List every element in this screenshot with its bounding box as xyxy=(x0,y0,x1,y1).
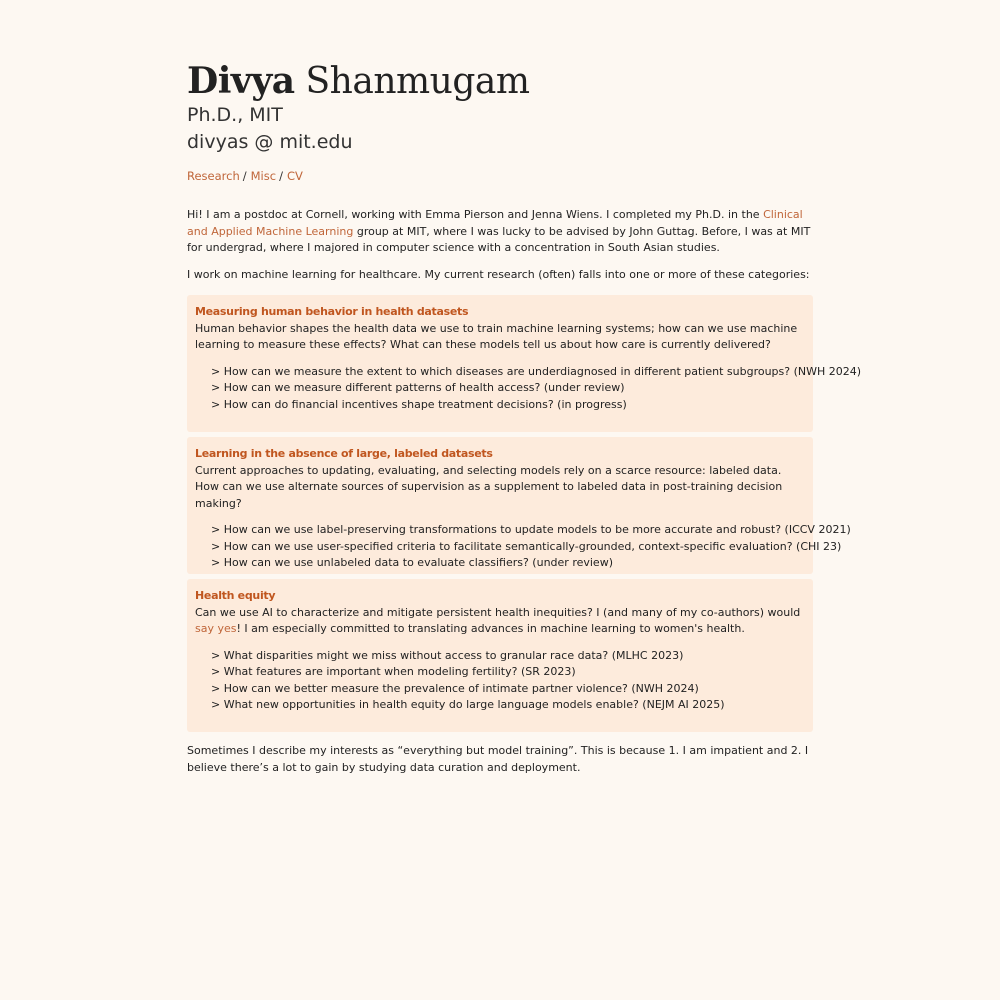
degree: Ph.D., MIT xyxy=(187,104,283,126)
intro-paragraph xyxy=(187,207,813,257)
nav-breadcrumb xyxy=(187,169,303,183)
research-intro: I work on machine learning for healthcare. My current research (often) falls into one or more of these categories: xyxy=(187,268,810,281)
clinical-ml-group-link[interactable]: Clinical and Applied Machine Learning xyxy=(187,208,803,238)
question-item: > How can we measure the extent to which diseases are underdiagnosed in different patient subgroups? (NWH 2024) xyxy=(211,364,862,378)
description-text: ! I am especially committed to translating advances in machine learning to women's health. xyxy=(236,622,745,635)
question-list xyxy=(211,648,805,714)
closing-paragraph: Sometimes I describe my interests as “everything but model training”. This is because 1. I am impatient and 2. I believe there’s a lot to gain by studying data curation and deployment. xyxy=(187,744,809,774)
nav-misc-link[interactable]: Misc xyxy=(250,169,277,183)
category-description: Human behavior shapes the health data we use to train machine learning systems; how can we use machine learning to measure these effects? What can these models tell us about how care is currently delivered? xyxy=(195,321,798,351)
category-title: Health equity xyxy=(195,589,276,602)
question-item: > How can we use user-specified criteria to facilitate semantically-grounded, context-specific evaluation? (CHI 23) xyxy=(211,539,842,553)
last-name: Shanmugam xyxy=(305,61,530,102)
question-list xyxy=(211,522,851,572)
question-item: > How can we better measure the prevalence of intimate partner violence? (NWH 2024) xyxy=(211,681,699,695)
nav-research-link[interactable]: Research xyxy=(187,169,240,183)
page-title xyxy=(187,60,529,102)
category-description xyxy=(195,605,805,638)
email: divyas @ mit.edu xyxy=(187,131,353,153)
category-description: Current approaches to updating, evaluating, and selecting models rely on a scarce resource: labeled data. How can we use alternate sources of supervision as a supplement to labeled data in post-training decision making? xyxy=(195,463,783,510)
question-list xyxy=(211,364,862,414)
nav-separator: / xyxy=(279,169,283,183)
category-card xyxy=(187,579,813,732)
question-item: > What new opportunities in health equity do large language models enable? (NEJM AI 2025) xyxy=(211,698,725,711)
category-title: Learning in the absence of large, labeled datasets xyxy=(195,447,493,460)
question-item: > How can do financial incentives shape treatment decisions? (in progress) xyxy=(211,397,627,411)
question-item: > How can we measure different patterns of health access? (under review) xyxy=(211,381,625,394)
category-title: Measuring human behavior in health datasets xyxy=(195,305,469,318)
question-item: > What disparities might we miss without access to granular race data? (MLHC 2023) xyxy=(211,648,684,662)
intro-text: group at MIT, where I was lucky to be advised by John Guttag. Before, I was at MIT for undergrad, where I majored in computer science with a concentration in South Asian studies. xyxy=(187,224,811,254)
question-item: > How can we use unlabeled data to evaluate classifiers? (under review) xyxy=(211,556,613,569)
intro-text: Hi! I am a postdoc at Cornell, working with Emma Pierson and Jenna Wiens. I completed my Ph.D. in the xyxy=(187,208,764,221)
say-yes-link[interactable]: say yes xyxy=(195,622,237,635)
nav-cv-link[interactable]: CV xyxy=(286,169,303,183)
description-text: Can we use AI to characterize and mitigate persistent health inequities? I (and many of my co-authors) would xyxy=(195,605,801,619)
first-name: Divya xyxy=(187,60,295,102)
question-item: > What features are important when modeling fertility? (SR 2023) xyxy=(211,665,576,678)
category-card xyxy=(187,295,862,432)
question-item: > How can we use label-preserving transformations to update models to be more accurate and robust? (ICCV 2021) xyxy=(211,523,851,536)
nav-separator: / xyxy=(242,169,247,183)
category-card xyxy=(187,437,851,574)
